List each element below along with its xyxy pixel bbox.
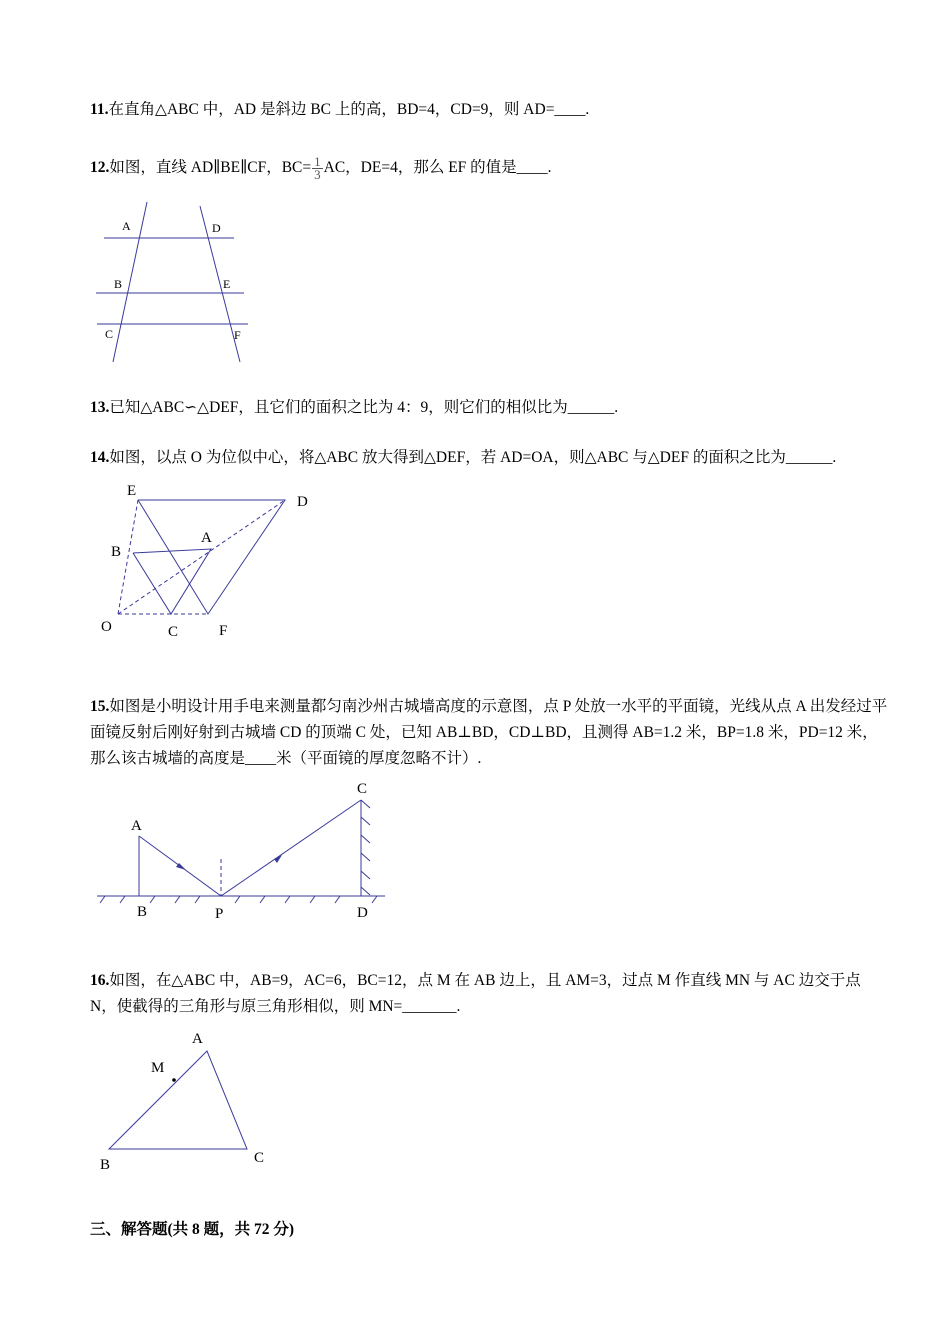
question-14-number: 14.: [90, 449, 110, 466]
question-12: [90, 155, 552, 181]
label-c: C: [105, 327, 114, 341]
label-e: E: [127, 483, 137, 499]
figure-16-triangle: [95, 1025, 285, 1175]
question-16-text: 如图，在△ABC 中，AB=9，AC=6，BC=12，点 M 在 AB 边上，且 AM=3，过点 M 作直线 MN 与 AC 边交于点 N，使截得的三角形与原三角形相似，则 MN=_______.: [90, 972, 861, 1015]
label-c: C: [357, 781, 368, 797]
label-d: D: [212, 221, 221, 235]
question-14-text: 如图，以点 O 为位似中心，将△ABC 放大得到△DEF，若 AD=OA，则△ABC 与△DEF 的面积之比为______.: [109, 449, 837, 466]
arrow-pc: [274, 855, 282, 863]
label-a: A: [201, 530, 212, 546]
question-11-text: 在直角△ABC 中，AD 是斜边 BC 上的高，BD=4，CD=9，则 AD=____.: [108, 101, 590, 118]
dashed-od: [118, 500, 285, 614]
label-a: A: [122, 219, 131, 233]
question-12-number: 12.: [90, 159, 110, 176]
label-d: D: [357, 905, 368, 921]
figure-14-homothety: [95, 478, 325, 648]
fraction-denominator: 3: [314, 166, 321, 182]
question-16-number: 16.: [90, 972, 110, 989]
question-15-number: 15.: [90, 698, 110, 715]
point-m: [172, 1078, 176, 1082]
question-15: [90, 694, 890, 772]
label-b: B: [111, 544, 122, 560]
question-13-number: 13.: [90, 399, 110, 416]
question-11: [90, 97, 589, 123]
label-a: A: [131, 818, 142, 834]
label-d: D: [297, 494, 308, 510]
question-11-number: 11.: [90, 101, 109, 118]
fraction-numerator: 1: [314, 153, 321, 169]
triangle-abc: [109, 1051, 247, 1149]
wall-hatching: [361, 800, 370, 895]
label-f: F: [234, 328, 241, 342]
question-13: [90, 395, 618, 421]
label-a: A: [192, 1031, 203, 1047]
label-b: B: [100, 1157, 111, 1173]
label-c: C: [254, 1150, 265, 1166]
figure-12-parallel-lines: [90, 200, 250, 365]
question-12-text-a: 如图，直线 AD∥BE∥CF，BC=: [109, 159, 312, 176]
question-13-text: 已知△ABC∽△DEF，且它们的面积之比为 4：9，则它们的相似比为______.: [109, 399, 619, 416]
label-e: E: [223, 277, 231, 291]
label-f: F: [219, 623, 228, 639]
question-16: [90, 968, 890, 1020]
label-c: C: [168, 624, 179, 640]
figure-15-mirror: [95, 775, 395, 925]
question-15-text: 如图是小明设计用手电来测量都匀南沙州古城墙高度的示意图，点 P 处放一水平的平面镜，光线从点 A 出发经过平面镜反射后刚好射到古城墙 CD 的顶端 C 处，已知 AB⊥BD，CD⊥BD，且测得 AB=1.2 米，BP=1.8 米，PD=12 米，那么该古城墙的高度是____米（平面镜的厚度忽略不计）.: [90, 698, 888, 767]
label-p: P: [215, 906, 224, 922]
section-3-heading: 三、解答题(共 8 题，共 72 分): [90, 1221, 295, 1238]
question-12-text-b: AC，DE=4，那么 EF 的值是____.: [323, 159, 552, 176]
ground-hatching: [100, 896, 377, 903]
label-b: B: [114, 277, 123, 291]
label-b: B: [137, 904, 148, 920]
question-14: [90, 445, 836, 471]
ray-pc: [221, 800, 361, 896]
fraction-one-third: [312, 153, 323, 182]
label-m: M: [151, 1060, 165, 1076]
label-o: O: [101, 619, 112, 635]
